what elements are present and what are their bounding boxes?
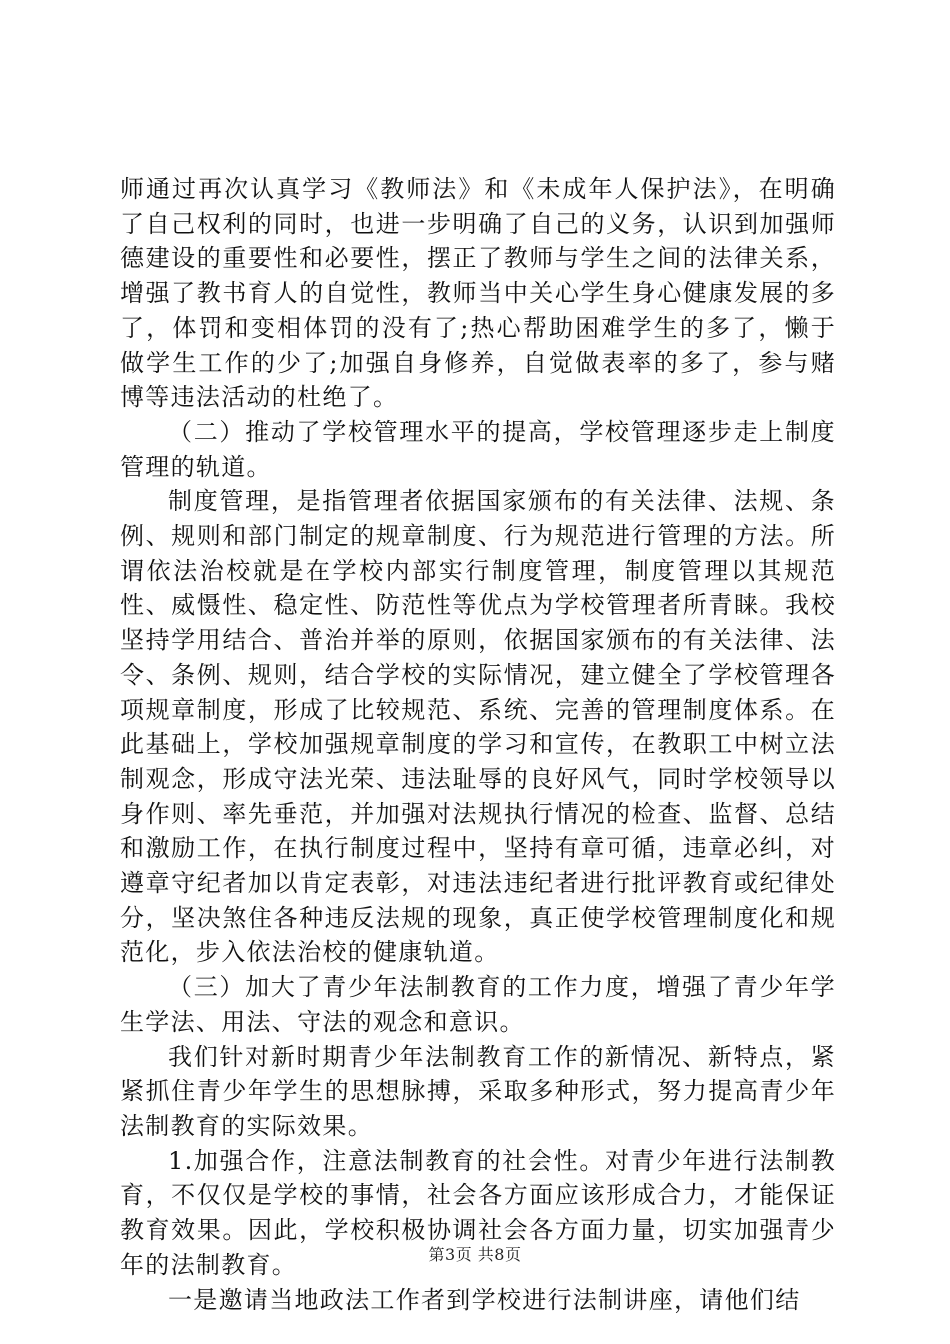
- paragraph-7: 一是邀请当地政法工作者到学校进行法制讲座，请他们结: [168, 1285, 801, 1314]
- document-body: [120, 172, 836, 1317]
- page-footer: 第3页 共8页: [428, 1245, 522, 1264]
- paragraph-4-heading: （三）加大了青少年法制教育的工作力度，增强了青少年学生学法、用法、守法的观念和意识。: [120, 973, 836, 1036]
- paragraph-6: 1.加强合作，注意法制教育的社会性。对青少年进行法制教育，不仅仅是学校的事情，社会各方面应该形成合力，才能保证教育效果。因此，学校积极协调社会各方面力量，切实加强青少年的法制教育。: [120, 1146, 836, 1279]
- paragraph-1: 师通过再次认真学习《教师法》和《未成年人保护法》，在明确了自己权利的同时，也进一步明确了自己的义务，认识到加强师德建设的重要性和必要性，摆正了教师与学生之间的法律关系，增强了教书育人的自觉性，教师当中关心学生身心健康发展的多了，体罚和变相体罚的没有了;热心帮助困难学生的多了，懒于做学生工作的少了;加强自身修养，自觉做表率的多了，参与赌博等违法活动的杜绝了。: [120, 175, 836, 412]
- paragraph-3: 制度管理，是指管理者依据国家颁布的有关法律、法规、条例、规则和部门制定的规章制度、行为规范进行管理的方法。所谓依法治校就是在学校内部实行制度管理，制度管理以其规范性、威慑性、稳定性、防范性等优点为学校管理者所青睐。我校坚持学用结合、普治并举的原则，依据国家颁布的有关法律、法令、条例、规则，结合学校的实际情况，建立健全了学校管理各项规章制度，形成了比较规范、系统、完善的管理制度体系。在此基础上，学校加强规章制度的学习和宣传，在教职工中树立法制观念，形成守法光荣、违法耻辱的良好风气，同时学校领导以身作则、率先垂范，并加强对法规执行情况的检查、监督、总结和激励工作，在执行制度过程中，坚持有章可循，违章必纠，对遵章守纪者加以肯定表彰，对违法违纪者进行批评教育或纪律处分，坚决煞住各种违反法规的现象，真正使学校管理制度化和规范化，步入依法治校的健康轨道。: [120, 487, 836, 967]
- paragraph-5: 我们针对新时期青少年法制教育工作的新情况、新特点，紧紧抓住青少年学生的思想脉搏，采取多种形式，努力提高青少年法制教育的实际效果。: [120, 1042, 836, 1140]
- paragraph-2-heading: （二）推动了学校管理水平的提高，学校管理逐步走上制度管理的轨道。: [120, 417, 836, 481]
